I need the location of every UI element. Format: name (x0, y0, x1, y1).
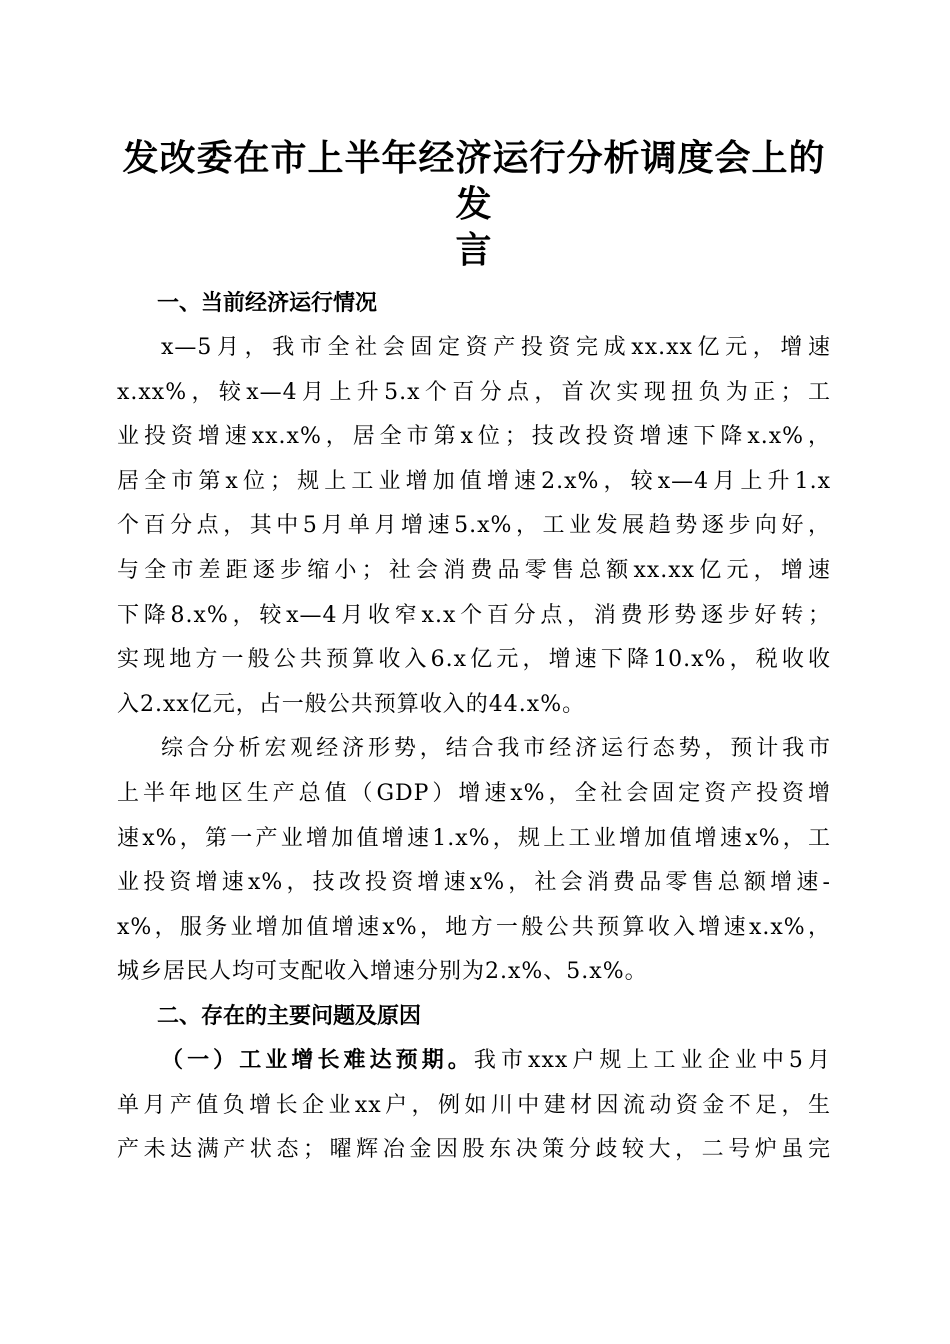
title-line-2: 言 (455, 229, 493, 271)
paragraph-line: 业投资增速xx.x%，居全市第x位；技改投资增速下降x.x%， (117, 424, 831, 450)
paragraph-line: 综合分析宏观经济形势，结合我市经济运行态势，预计我市 (161, 736, 831, 762)
paragraph-line: 与全市差距逐步缩小；社会消费品零售总额xx.xx亿元，增速 (117, 557, 831, 583)
paragraph-line: 产未达满产状态；曜辉冶金因股东决策分歧较大，二号炉虽完 (117, 1137, 831, 1163)
paragraph-forecast (117, 727, 831, 995)
title-line-1: 发改委在市上半年经济运行分析调度会上的发 (122, 137, 826, 225)
paragraph-line (117, 1039, 831, 1084)
paragraph-line: 下降8.x%，较x—4月收窄x.x个百分点，消费形势逐步好转； (117, 602, 831, 628)
paragraph-line-text: 我市xxx户规上工业企业中5月 (473, 1047, 831, 1073)
paragraph-investment-summary (117, 326, 831, 727)
section-heading-problems: 二、存在的主要问题及原因 (157, 1003, 422, 1029)
paragraph-line: 居全市第x位；规上工业增加值增速2.x%，较x—4月上升1.x (117, 468, 831, 494)
paragraph-line: 城乡居民人均可支配收入增速分别为2.x%、5.x%。 (117, 959, 648, 985)
paragraph-line: x—5月，我市全社会固定资产投资完成xx.xx亿元，增速 (161, 335, 831, 360)
document-title (110, 135, 838, 273)
subheading-industrial-growth: （一）工业增长难达预期。 (161, 1047, 474, 1073)
paragraph-line: x.xx%，较x—4月上升5.x个百分点，首次实现扭负为正；工 (117, 379, 831, 405)
paragraph-line: 个百分点，其中5月单月增速5.x%，工业发展趋势逐步向好， (117, 513, 831, 539)
paragraph-industrial-growth (117, 1039, 831, 1173)
document-body (117, 282, 831, 1173)
section-heading-current-situation: 一、当前经济运行情况 (157, 291, 378, 316)
paragraph-line: 上半年地区生产总值（GDP）增速x%，全社会固定资产投资增 (117, 780, 831, 806)
paragraph-line: 单月产值负增长企业xx户，例如川中建材因流动资金不足，生 (117, 1092, 831, 1118)
paragraph-line: 实现地方一般公共预算收入6.x亿元，增速下降10.x%，税收收 (117, 647, 831, 673)
paragraph-line: 入2.xx亿元，占一般公共预算收入的44.x%。 (117, 691, 586, 717)
paragraph-line: 业投资增速x%，技改投资增速x%，社会消费品零售总额增速- (117, 870, 831, 896)
paragraph-line: x%，服务业增加值增速x%，地方一般公共预算收入增速x.x%， (117, 914, 831, 940)
paragraph-line: 速x%，第一产业增加值增速1.x%，规上工业增加值增速x%，工 (117, 825, 831, 851)
